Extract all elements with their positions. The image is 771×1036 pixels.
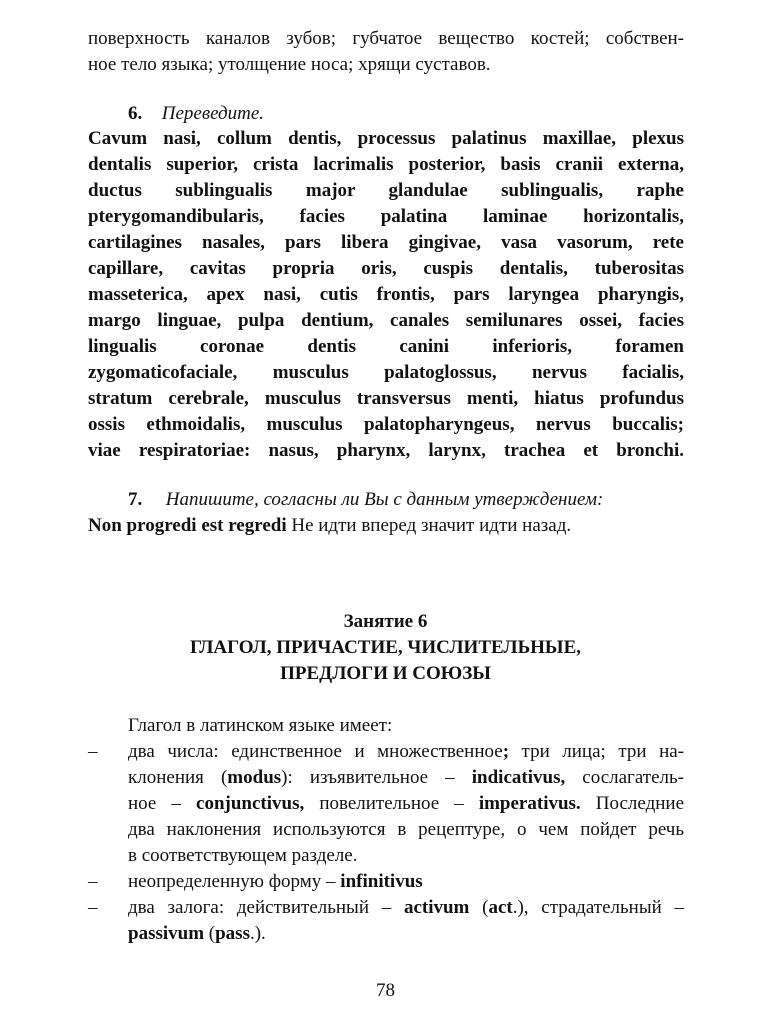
page-number: 78 [376,980,395,1001]
list-item-line: клонения (modus): изъявительное – indicativus, сослагатель- [128,767,684,788]
latin-term-line: viae respiratoriae: nasus, pharynx, larynx, trachea et bronchi. [88,440,684,461]
exercise-6-heading [128,102,264,126]
exercise-number: 7. [128,489,143,510]
latin-term-line: cartilagines nasales, pars libera gingivae, vasa vasorum, rete [88,232,684,253]
exercise-7-heading [128,488,603,512]
latin-term-line: ossis ethmoidalis, musculus palatopharyngeus, nervus buccalis; [88,414,684,435]
exercise-instruction: Переведите. [161,103,265,124]
proverb-line [88,514,571,538]
list-item-line: passivum (pass.). [128,923,266,944]
list-item-line: два наклонения используются в рецептуре, о чем пойдет речь [128,819,684,840]
exercise-number: 6. [128,103,143,124]
list-dash: – [88,897,98,918]
latin-term-line: Cavum nasi, collum dentis, processus palatinus maxillae, plexus [88,128,684,149]
latin-term-line: lingualis coronae dentis canini inferioris, foramen [88,336,684,357]
lesson-title: ПРЕДЛОГИ И СОЮЗЫ [280,663,491,684]
body-lead: Глагол в латинском языке имеет: [128,715,393,736]
list-item-line: ное – conjunctivus, повелительное – imperativus. Последние [128,793,685,814]
lesson-label: Занятие 6 [343,611,428,632]
latin-proverb: Non progredi est regredi [88,515,287,536]
latin-term-line: masseterica, apex nasi, cutis frontis, pars laryngea pharyngis, [88,284,684,305]
lesson-title: ГЛАГОЛ, ПРИЧАСТИЕ, ЧИСЛИТЕЛЬНЫЕ, [189,637,581,658]
latin-term-line: dentalis superior, crista lacrimalis posterior, basis cranii externa, [88,154,684,175]
list-item-line: два залога: действительный – activum (act.), страдательный – [128,897,684,918]
intro-line: поверхность каналов зубов; губчатое вещество костей; собствен- [88,28,684,49]
latin-term-line: ductus sublingualis major glandulae sublingualis, raphe [88,180,684,201]
latin-term-line: stratum cerebrale, musculus transversus menti, hiatus profundus [88,388,684,409]
latin-term-line: margo linguae, pulpa dentium, canales semilunares ossei, facies [88,310,684,331]
list-item-line: неопределенную форму – infinitivus [128,871,423,892]
list-item-line: в соответствующем разделе. [128,845,358,866]
exercise-instruction: Напишите, согласны ли Вы с данным утверждением: [165,489,604,510]
list-item-line: два числа: единственное и множественное; три лица; три на- [128,741,684,762]
latin-term-line: zygomaticofaciale, musculus palatoglossus, nervus facialis, [88,362,684,383]
intro-line: ное тело языка; утолщение носа; хрящи суставов. [88,54,491,75]
list-dash: – [88,741,98,762]
list-dash: – [88,871,98,892]
proverb-translation: Не идти вперед значит идти назад. [286,515,572,536]
latin-term-line: capillare, cavitas propria oris, cuspis dentalis, tuberositas [88,258,684,279]
latin-term-line: pterygomandibularis, facies palatina laminae horizontalis, [88,206,684,227]
